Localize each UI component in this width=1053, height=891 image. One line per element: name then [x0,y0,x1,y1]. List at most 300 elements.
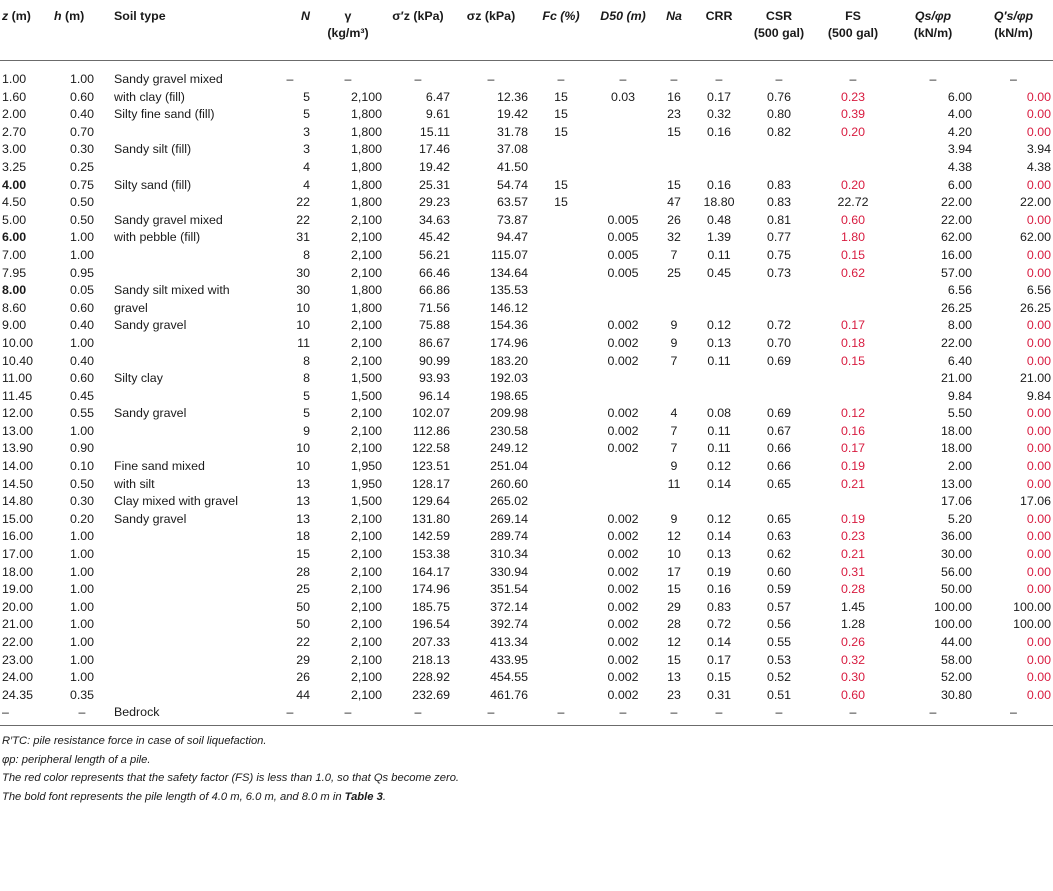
cell-qsp: 100.00 [1013,617,1051,632]
cell-soil [112,599,268,617]
cell-crr: 0.45 [706,265,732,280]
cell-z: 13.90 [2,441,34,456]
cell-gamma: 1,800 [350,283,382,298]
table-row [0,405,1053,423]
table-row [0,229,1053,247]
cell-z: 1.00 [2,72,27,86]
cell-gamma: 2,100 [350,687,382,702]
cell-fc [530,423,592,441]
cell-fc [530,212,592,230]
cell-sigz: 73.87 [496,212,528,227]
cell-qs: 5.20 [947,511,972,526]
cell-N: 25 [296,582,310,597]
cell-gamma: 1,500 [350,388,382,403]
footnote-bold-font: The bold font represents the pile length of 4.0 m, 6.0 m, and 8.0 m in Table 3. [2,790,386,803]
cell-N: 3 [303,124,310,139]
cell-d50: – [592,704,654,725]
cell-qsp: 0.00 [1026,670,1051,685]
cell-csr: – [744,704,814,725]
header-qs: Qs/φp (kN/m) [892,0,974,61]
cell-N: 8 [303,247,310,262]
cell-fs: – [849,72,857,86]
cell-sigz: 249.12 [490,441,528,456]
cell-csr: 0.66 [766,441,792,456]
cell-sigz-eff: 6.47 [425,89,450,104]
cell-d50 [592,124,654,142]
cell-qs: 2.00 [947,459,972,474]
cell-fs [814,388,892,406]
cell-qsp: 0.00 [1026,107,1051,122]
cell-csr [744,388,814,406]
cell-crr: 0.31 [706,687,732,702]
cell-sigz-eff: 207.33 [412,635,450,649]
cell-crr: 0.12 [706,459,732,474]
cell-crr: 0.11 [707,247,731,262]
table-row [0,141,1053,159]
table-row [0,388,1053,406]
cell-d50: 0.005 [607,212,639,227]
cell-csr: 0.83 [766,195,792,210]
header-na: Na [654,0,694,61]
table-row [0,124,1053,142]
cell-qs: 100.00 [934,599,972,614]
cell-sigz-eff: 15.11 [419,124,450,139]
cell-fc [530,511,592,529]
cell-sigz-eff: 71.56 [418,300,450,315]
cell-fc [530,476,592,494]
cell-qs: 56.00 [940,564,972,579]
cell-N: 13 [296,476,310,491]
cell-csr: – [775,72,783,86]
cell-crr [694,300,744,318]
cell-h: 0.60 [69,89,95,104]
cell-crr [694,141,744,159]
cell-N: 4 [303,177,310,192]
table-row [0,61,1053,89]
cell-sigz-eff: 129.64 [412,494,450,509]
cell-crr: 0.15 [706,670,732,685]
cell-qs: 6.40 [947,353,972,368]
cell-d50: 0.005 [607,230,639,245]
cell-h: 0.40 [69,318,95,333]
cell-h: 0.40 [69,353,95,368]
cell-d50 [592,476,654,494]
cell-soil [112,335,268,353]
cell-h: 1.00 [69,529,95,544]
header-soil-type: Soil type [112,0,268,61]
cell-na [654,300,694,318]
cell-na: – [654,704,694,725]
cell-qs: 4.38 [947,159,972,174]
cell-fs: 0.28 [840,582,866,597]
cell-csr: 0.70 [766,335,792,350]
table-row [0,440,1053,458]
cell-gamma: 2,100 [350,247,382,262]
cell-N: 8 [303,371,310,386]
cell-d50: 0.03 [610,89,636,104]
table-row [0,476,1053,494]
cell-z: 20.00 [2,599,34,614]
cell-fs: 22.72 [837,195,869,210]
cell-d50: 0.002 [607,335,639,350]
cell-h: 1.00 [69,599,95,614]
cell-h: 1.00 [69,547,95,562]
cell-sigz-eff: 34.63 [418,212,450,227]
table-row [0,159,1053,177]
cell-h: 0.20 [69,511,95,526]
cell-fc [530,335,592,353]
cell-fs: 0.31 [840,564,866,579]
header-qs-prime: Q′s/φp (kN/m) [974,0,1053,61]
cell-crr: 0.16 [706,124,732,139]
cell-z: 3.25 [2,159,27,174]
cell-sigz: 54.74 [496,177,528,192]
cell-h: 0.55 [69,406,95,421]
cell-crr: 0.14 [706,529,732,544]
cell-qsp: 26.25 [1019,300,1051,315]
cell-N: 13 [296,511,310,526]
cell-sigz: – [487,72,495,86]
table-row [0,493,1053,511]
cell-na: 12 [667,635,681,649]
cell-fs: 0.15 [840,353,866,368]
cell-sigz-eff: 174.96 [412,582,450,597]
cell-z: 12.00 [2,406,34,421]
cell-fc [530,405,592,423]
cell-soil: Sandy gravel mixed [114,212,223,227]
cell-fs: 0.15 [840,247,866,262]
cell-sigz-eff: 218.13 [412,652,450,667]
cell-sigz: 135.53 [490,283,528,298]
cell-qs: 52.00 [940,670,972,685]
cell-fc [530,652,592,670]
header-d50: D50 (m) [592,0,654,61]
cell-z: 6.00 [2,230,27,245]
cell-qs: – [929,72,937,86]
cell-fc [530,317,592,335]
cell-sigz-eff: 66.86 [418,283,450,298]
cell-gamma: 2,100 [350,635,382,649]
cell-fc [530,159,592,177]
cell-gamma: 1,800 [350,300,382,315]
table-row [0,511,1053,529]
cell-sigz: 198.65 [490,388,528,403]
cell-soil: Sandy gravel mixed [114,72,223,86]
cell-fs: 1.80 [840,230,866,245]
header-effective-stress: σ′z (kPa) [384,0,452,61]
cell-d50: 0.002 [607,441,639,456]
cell-qs: 100.00 [934,617,972,632]
cell-h: 0.40 [69,107,95,122]
table-3-link[interactable]: Table 3 [344,790,383,803]
cell-gamma: 2,100 [350,335,382,350]
cell-gamma: 2,100 [350,423,382,438]
cell-soil: gravel [114,300,148,315]
cell-N: 3 [303,142,310,157]
cell-gamma: 2,100 [350,511,382,526]
cell-qsp: 3.94 [1026,142,1051,157]
cell-d50: 0.002 [607,687,639,702]
cell-fc [530,353,592,371]
cell-z: 10.40 [2,353,34,368]
cell-N: – [268,704,312,725]
cell-h: 1.00 [69,247,95,262]
cell-qsp: 0.00 [1026,582,1051,597]
cell-qs: 6.00 [947,177,972,192]
cell-z: 14.80 [2,494,34,509]
cell-qsp: 9.84 [1026,388,1051,403]
cell-fs: 0.19 [840,511,866,526]
cell-N: 15 [296,547,310,562]
cell-sigz: 183.20 [490,353,528,368]
cell-qs: 50.00 [940,582,972,597]
cell-gamma: – [312,704,384,725]
cell-h: 1.00 [69,670,95,685]
cell-z: 19.00 [2,582,34,597]
cell-na: 28 [667,617,681,632]
cell-h: 0.90 [69,441,95,456]
cell-qsp: 0.00 [1026,406,1051,421]
cell-crr [694,282,744,300]
cell-fc [530,229,592,247]
cell-na: 23 [667,687,681,702]
cell-crr [694,493,744,511]
cell-sigz-eff: – [384,704,452,725]
cell-d50 [592,282,654,300]
cell-qs: 30.80 [940,687,972,702]
cell-z: 8.00 [2,283,27,298]
cell-qsp: 0.00 [1026,476,1051,491]
table-row [0,89,1053,107]
cell-qsp: 21.00 [1019,371,1051,386]
cell-h: 0.60 [69,300,95,315]
cell-z: 1.60 [2,89,27,104]
cell-fs: 0.26 [840,635,866,649]
cell-fc [530,687,592,705]
cell-h: 1.00 [69,423,95,438]
cell-crr: 0.19 [706,564,732,579]
cell-gamma: 2,100 [350,441,382,456]
cell-qs: 17.06 [940,494,972,509]
cell-h: 0.60 [69,371,95,386]
cell-fs: 0.39 [840,107,866,122]
cell-sigz-eff: 96.14 [418,388,450,403]
cell-qsp: 6.56 [1026,283,1051,298]
cell-crr: 0.83 [706,599,732,614]
cell-fc [530,265,592,283]
cell-soil [112,546,268,564]
cell-sigz: 146.12 [490,300,528,315]
cell-csr: 0.73 [766,265,792,280]
cell-csr [744,159,814,177]
cell-na: 32 [667,230,681,245]
cell-gamma: 1,500 [350,494,382,509]
cell-d50: 0.002 [607,564,639,579]
cell-fs: – [814,704,892,725]
cell-fc [530,528,592,546]
table-row [0,335,1053,353]
cell-sigz: – [452,704,530,725]
cell-qsp: 0.00 [1026,335,1051,350]
cell-fs: 0.12 [840,406,866,421]
cell-sigz: 433.95 [490,652,528,667]
cell-sigz-eff: 232.69 [412,687,450,702]
table-row [0,353,1053,371]
table-row [0,282,1053,300]
cell-sigz: 269.14 [490,511,528,526]
table-row [0,317,1053,335]
cell-N: 10 [296,459,310,474]
cell-sigz-eff: 25.31 [418,177,450,192]
cell-sigz-eff: – [414,72,422,86]
cell-gamma: – [344,72,352,86]
table-row [0,247,1053,265]
cell-sigz-eff: 17.46 [418,142,450,157]
cell-z: 15.00 [2,511,34,526]
cell-sigz-eff: 19.42 [418,159,450,174]
cell-na: 9 [670,511,678,526]
cell-h: 0.75 [69,177,95,192]
cell-fs: 0.16 [840,423,866,438]
cell-na: 7 [670,353,678,368]
cell-gamma: 2,100 [350,406,382,421]
cell-na: 23 [667,107,681,122]
cell-qsp: 0.00 [1026,652,1051,667]
cell-N: 22 [296,212,310,227]
cell-crr: 0.12 [706,511,732,526]
cell-N: 10 [296,441,310,456]
cell-crr: – [715,72,723,86]
cell-d50 [592,194,654,212]
cell-csr: 0.59 [766,582,792,597]
cell-fs [814,141,892,159]
table-row [0,458,1053,476]
cell-csr: 0.63 [766,529,792,544]
header-csr: CSR (500 gal) [744,0,814,61]
cell-crr: 1.39 [706,230,732,245]
cell-d50: 0.002 [607,599,639,614]
cell-z: 3.00 [2,142,27,157]
cell-sigz: 134.64 [490,265,528,280]
cell-fc [530,247,592,265]
cell-csr: 0.75 [766,247,792,262]
cell-csr: 0.65 [766,476,792,491]
cell-na: 11 [667,476,681,491]
cell-crr: 0.72 [706,617,732,632]
cell-sigz: 154.36 [490,318,528,333]
table-row [0,265,1053,283]
cell-na: 7 [670,441,678,456]
cell-soil [112,616,268,634]
cell-soil [112,423,268,441]
cell-N: 30 [296,283,310,298]
cell-z: 7.00 [2,247,27,262]
cell-sigz-eff: 75.88 [418,318,450,333]
cell-sigz-eff: 90.99 [418,353,450,368]
header-row [0,0,1053,61]
header-crr: CRR [694,0,744,61]
cell-h: 1.00 [69,582,95,597]
cell-na [654,370,694,388]
cell-h: 0.50 [69,195,95,210]
cell-fs: 1.45 [840,599,866,614]
header-total-stress: σz (kPa) [452,0,530,61]
cell-N: 30 [296,265,310,280]
cell-csr: 0.60 [766,564,792,579]
cell-csr: 0.56 [766,617,792,632]
cell-h: 0.50 [69,476,95,491]
cell-d50: 0.002 [607,617,639,632]
cell-z: 17.00 [2,547,34,562]
cell-z: 18.00 [2,564,34,579]
cell-na: 15 [667,652,681,667]
cell-sigz: 251.04 [490,459,528,474]
cell-fs: 0.62 [840,265,866,280]
cell-qsp: – [1010,72,1017,86]
cell-crr: 0.11 [707,441,731,456]
header-n: N [268,0,312,61]
cell-sigz: 330.94 [490,564,528,579]
footnote-rtc: R′TC: pile resistance force in case of soil liquefaction. [2,734,267,747]
cell-fs: 0.20 [840,177,866,192]
cell-soil [112,581,268,599]
cell-gamma: 2,100 [350,617,382,632]
cell-sigz: 174.96 [490,335,528,350]
cell-gamma: 1,950 [350,476,382,491]
cell-na: 12 [667,529,681,544]
cell-z: 16.00 [2,529,34,544]
cell-fs [814,493,892,511]
cell-csr [744,282,814,300]
cell-csr: 0.65 [766,511,792,526]
cell-sigz-eff: 86.67 [418,335,450,350]
cell-d50 [592,458,654,476]
cell-na: – [670,72,678,86]
cell-z: 4.00 [2,177,27,192]
cell-N: 29 [296,652,310,667]
table-row [0,704,1053,725]
cell-qs: 13.00 [940,476,972,491]
header-z: z (m) [0,0,52,61]
cell-z: 10.00 [2,335,34,350]
cell-csr: 0.53 [766,652,792,667]
cell-z: 9.00 [2,318,27,333]
cell-qsp: 0.00 [1026,564,1051,579]
header-h: h (m) [52,0,112,61]
cell-csr [744,493,814,511]
cell-crr: 0.48 [706,212,732,227]
cell-csr: 0.51 [766,687,792,702]
cell-na: 26 [667,212,681,227]
cell-h: 0.95 [69,265,95,280]
cell-soil: Silty fine sand (fill) [114,107,215,122]
cell-gamma: 2,100 [350,529,382,544]
cell-csr: 0.83 [766,177,792,192]
cell-h: 0.35 [69,687,95,702]
cell-soil [112,669,268,687]
cell-crr: 0.11 [707,353,731,368]
cell-fc [530,616,592,634]
cell-fc [530,634,592,652]
cell-qs: 30.00 [940,547,972,562]
cell-h: 1.00 [69,230,95,245]
cell-qsp: 0.00 [1026,529,1051,544]
cell-z: 2.00 [2,107,27,122]
cell-N: 31 [296,230,310,245]
cell-sigz: 19.42 [496,107,528,122]
cell-gamma: 1,800 [350,142,382,157]
cell-qsp: 0.00 [1026,212,1051,227]
